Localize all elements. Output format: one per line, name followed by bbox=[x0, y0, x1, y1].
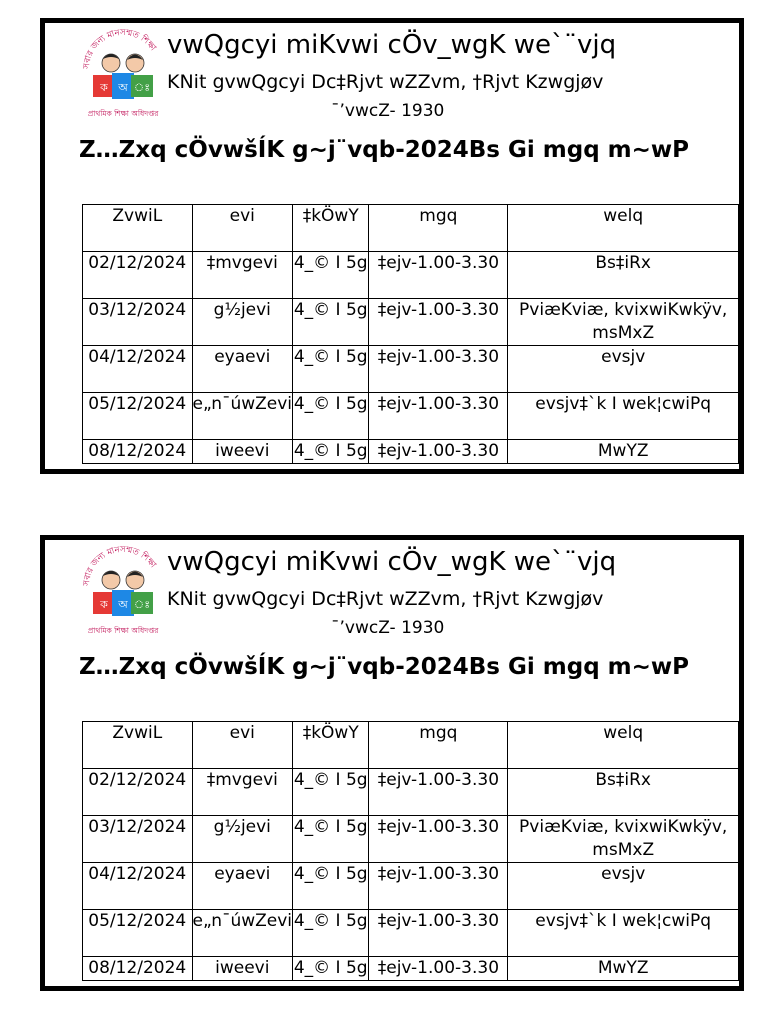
time-cell: ‡ejv-1.00-3.30 bbox=[369, 393, 508, 440]
notice-heading: Z…Zxq cÖvwšÍK g~j¨vqb-2024Bs Gi mgq m~wP bbox=[79, 137, 690, 163]
svg-text:ক: ক bbox=[100, 81, 108, 94]
date-cell: 02/12/2024 bbox=[83, 252, 193, 299]
day-cell: iweevi bbox=[192, 957, 293, 981]
day-cell: eyaevi bbox=[192, 346, 293, 393]
col-time-header: mgq bbox=[369, 205, 508, 252]
time-cell: ‡ejv-1.00-3.30 bbox=[369, 346, 508, 393]
notice-heading: Z…Zxq cÖvwšÍK g~j¨vqb-2024Bs Gi mgq m~wP bbox=[79, 654, 690, 680]
school-address: KNit gvwQgcyi Dc‡Rjvt wZZvm, †Rjvt Kzwgjøv bbox=[167, 71, 604, 93]
table-row bbox=[83, 440, 739, 464]
school-address: KNit gvwQgcyi Dc‡Rjvt wZZvm, †Rjvt Kzwgjøv bbox=[167, 588, 604, 610]
date-cell: 04/12/2024 bbox=[83, 346, 193, 393]
col-subject-header: welq bbox=[508, 722, 739, 769]
date-cell: 03/12/2024 bbox=[83, 299, 193, 346]
svg-text:ঃ: ঃ bbox=[133, 598, 151, 611]
col-date-header: ZvwiL bbox=[83, 205, 193, 252]
day-cell: e„n¯úwZevi bbox=[192, 393, 293, 440]
day-cell: iweevi bbox=[192, 440, 293, 464]
school-logo bbox=[81, 27, 165, 123]
subject-cell: evsjv bbox=[508, 863, 739, 910]
col-class-header: ‡kÖwY bbox=[293, 722, 369, 769]
subject-cell: Bs‡iRx bbox=[508, 252, 739, 299]
class-cell: 4_© I 5g bbox=[293, 910, 369, 957]
col-date-header: ZvwiL bbox=[83, 722, 193, 769]
subject-cell: evsjv bbox=[508, 346, 739, 393]
time-cell: ‡ejv-1.00-3.30 bbox=[369, 440, 508, 464]
date-cell: 05/12/2024 bbox=[83, 910, 193, 957]
exam-schedule-table bbox=[82, 204, 739, 464]
table-row bbox=[83, 769, 739, 816]
school-title: vwQgcyi miKvwi cÖv_wgK we`¨vjq bbox=[167, 30, 617, 60]
class-cell: 4_© I 5g bbox=[293, 957, 369, 981]
svg-text:ক: ক bbox=[100, 598, 108, 611]
table-row bbox=[83, 957, 739, 981]
subject-cell: evsjv‡`k I wek¦cwiPq bbox=[508, 910, 739, 957]
logo-arc-text: সবার জন্য মানসম্মত শিক্ষা bbox=[81, 544, 158, 587]
class-cell: 4_© I 5g bbox=[293, 769, 369, 816]
subject-cell: PviæKviæ, kvixwiKwkÿv, msMxZ bbox=[508, 816, 739, 863]
table-row bbox=[83, 910, 739, 957]
time-cell: ‡ejv-1.00-3.30 bbox=[369, 863, 508, 910]
col-class-header: ‡kÖwY bbox=[293, 205, 369, 252]
school-title: vwQgcyi miKvwi cÖv_wgK we`¨vjq bbox=[167, 547, 617, 577]
date-cell: 05/12/2024 bbox=[83, 393, 193, 440]
table-row bbox=[83, 252, 739, 299]
col-day-header: evi bbox=[192, 722, 293, 769]
class-cell: 4_© I 5g bbox=[293, 393, 369, 440]
col-subject-header: welq bbox=[508, 205, 739, 252]
table-row bbox=[83, 863, 739, 910]
class-cell: 4_© I 5g bbox=[293, 816, 369, 863]
day-cell: eyaevi bbox=[192, 863, 293, 910]
time-cell: ‡ejv-1.00-3.30 bbox=[369, 252, 508, 299]
time-cell: ‡ejv-1.00-3.30 bbox=[369, 957, 508, 981]
time-cell: ‡ejv-1.00-3.30 bbox=[369, 910, 508, 957]
day-cell: e„n¯úwZevi bbox=[192, 910, 293, 957]
subject-cell: Bs‡iRx bbox=[508, 769, 739, 816]
logo-bottom-text: প্রাথমিক শিক্ষা অধিদপ্তর bbox=[87, 109, 159, 118]
svg-text:ঃ: ঃ bbox=[133, 81, 151, 94]
established-year: ¯’vwcZ- 1930 bbox=[331, 618, 445, 638]
time-cell: ‡ejv-1.00-3.30 bbox=[369, 299, 508, 346]
logo-bottom-text: প্রাথমিক শিক্ষা অধিদপ্তর bbox=[87, 626, 159, 635]
subject-cell: evsjv‡`k I wek¦cwiPq bbox=[508, 393, 739, 440]
day-cell: ‡mvgevi bbox=[192, 769, 293, 816]
table-row bbox=[83, 299, 739, 346]
table-row bbox=[83, 346, 739, 393]
school-logo bbox=[81, 544, 165, 640]
date-cell: 03/12/2024 bbox=[83, 816, 193, 863]
exam-schedule-table bbox=[82, 721, 739, 981]
table-row bbox=[83, 393, 739, 440]
svg-text:অ: অ bbox=[118, 81, 128, 94]
time-cell: ‡ejv-1.00-3.30 bbox=[369, 816, 508, 863]
table-row bbox=[83, 816, 739, 863]
col-day-header: evi bbox=[192, 205, 293, 252]
established-year: ¯’vwcZ- 1930 bbox=[331, 101, 445, 121]
table-header-row bbox=[83, 205, 739, 252]
exam-notice-2 bbox=[40, 535, 744, 991]
logo-arc-text: সবার জন্য মানসম্মত শিক্ষা bbox=[81, 27, 158, 70]
subject-cell: PviæKviæ, kvixwiKwkÿv, msMxZ bbox=[508, 299, 739, 346]
table-header-row bbox=[83, 722, 739, 769]
date-cell: 08/12/2024 bbox=[83, 957, 193, 981]
time-cell: ‡ejv-1.00-3.30 bbox=[369, 769, 508, 816]
day-cell: g½jevi bbox=[192, 299, 293, 346]
class-cell: 4_© I 5g bbox=[293, 299, 369, 346]
day-cell: g½jevi bbox=[192, 816, 293, 863]
class-cell: 4_© I 5g bbox=[293, 440, 369, 464]
col-time-header: mgq bbox=[369, 722, 508, 769]
date-cell: 02/12/2024 bbox=[83, 769, 193, 816]
subject-cell: MwYZ bbox=[508, 440, 739, 464]
date-cell: 04/12/2024 bbox=[83, 863, 193, 910]
subject-cell: MwYZ bbox=[508, 957, 739, 981]
class-cell: 4_© I 5g bbox=[293, 252, 369, 299]
class-cell: 4_© I 5g bbox=[293, 346, 369, 393]
class-cell: 4_© I 5g bbox=[293, 863, 369, 910]
exam-notice-1 bbox=[40, 18, 744, 474]
svg-text:অ: অ bbox=[118, 598, 128, 611]
day-cell: ‡mvgevi bbox=[192, 252, 293, 299]
date-cell: 08/12/2024 bbox=[83, 440, 193, 464]
